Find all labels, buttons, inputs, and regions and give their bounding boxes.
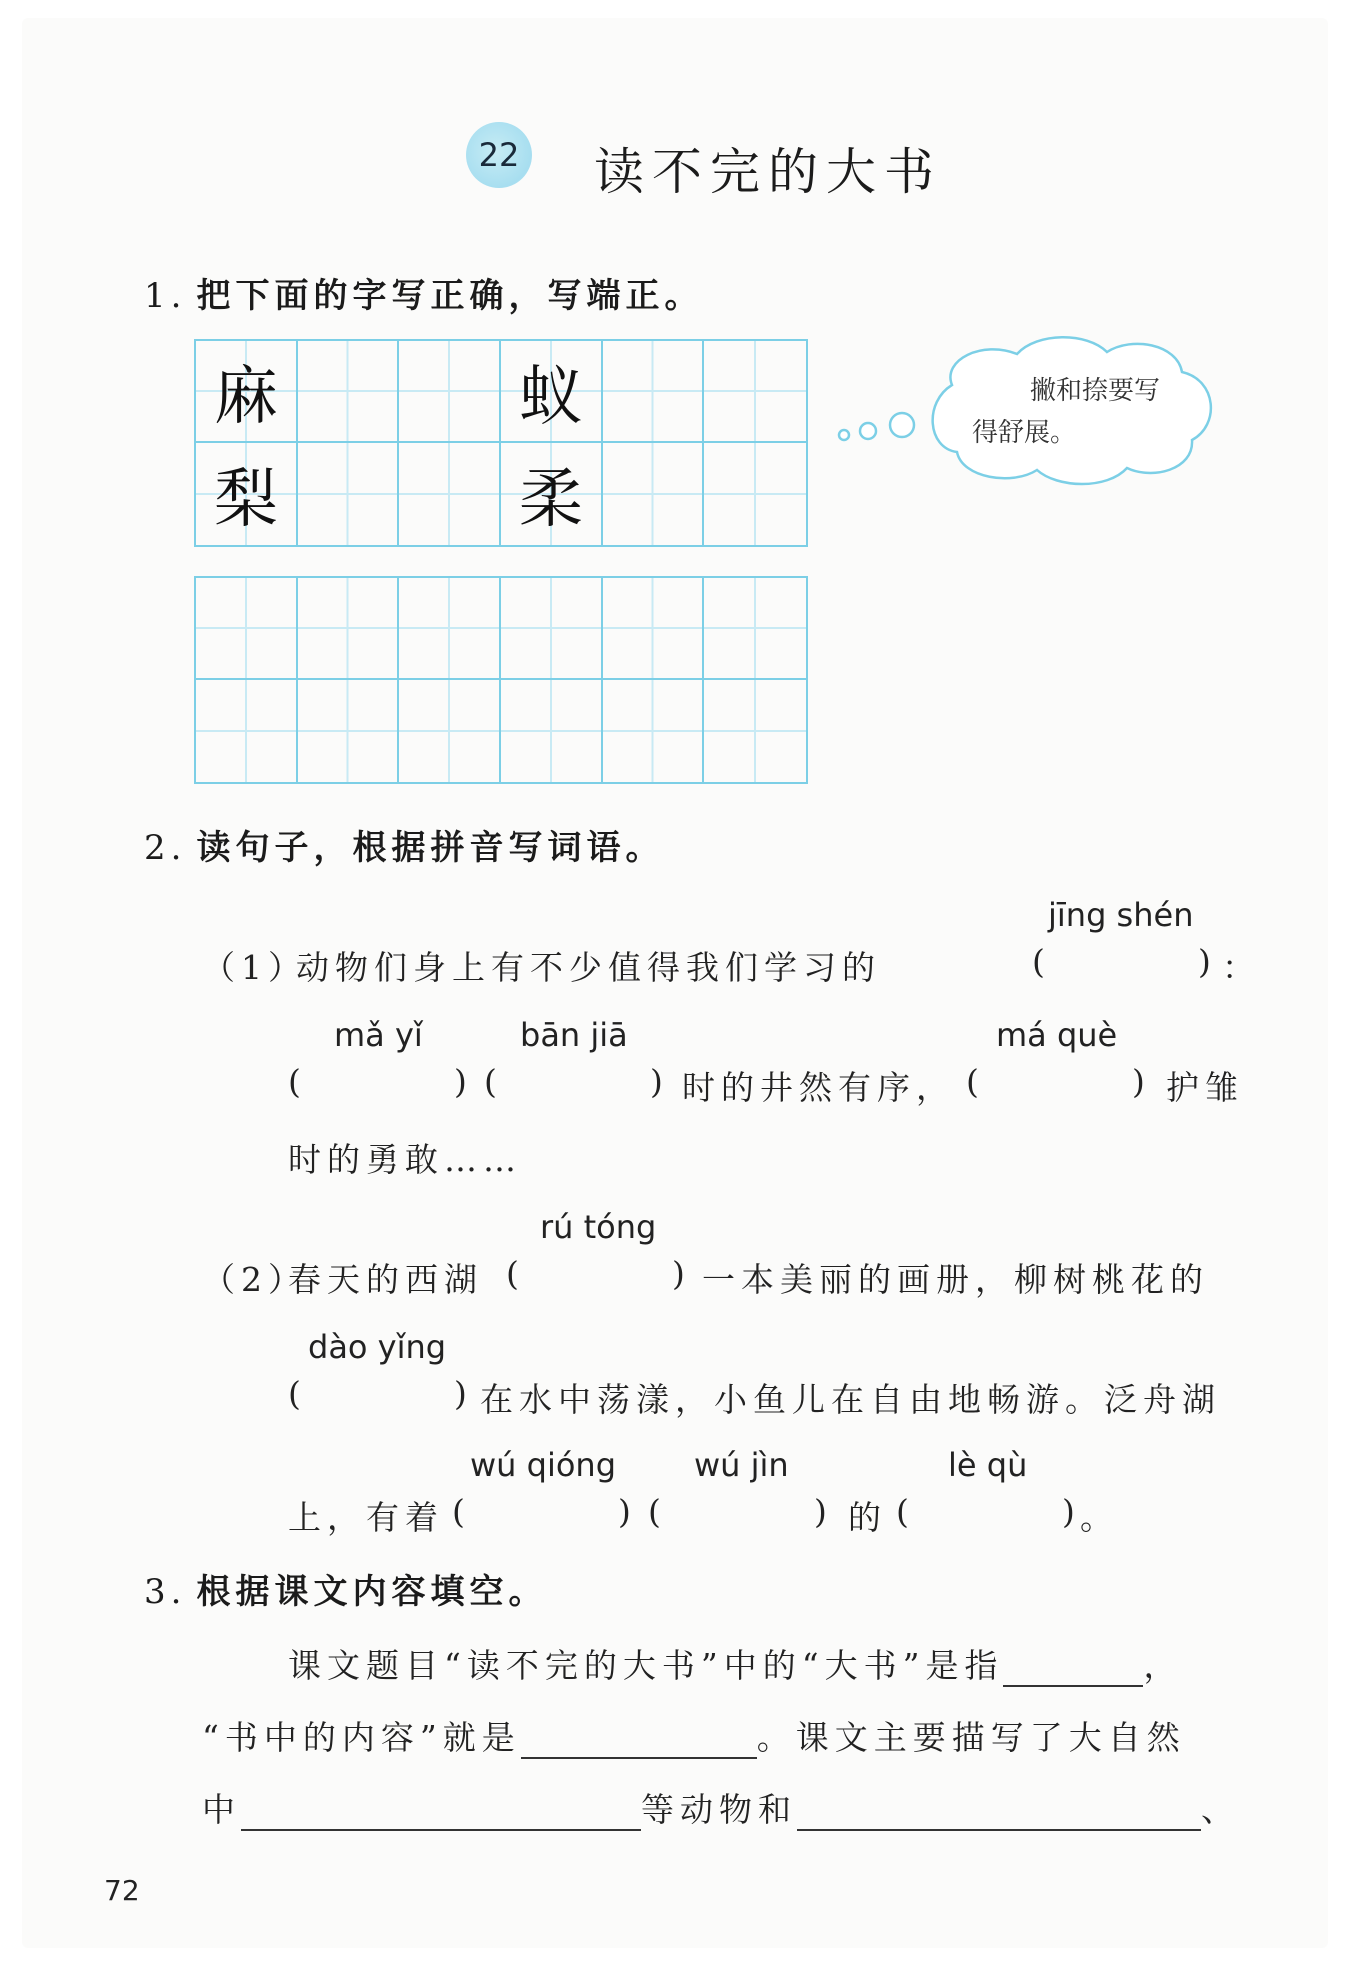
- lesson-number: 22: [478, 136, 520, 174]
- s2-blank-wujin-close: ): [814, 1492, 827, 1531]
- grid-cell[interactable]: [603, 578, 705, 680]
- s2-blank-rutong-close: ): [672, 1254, 685, 1293]
- grid-cell[interactable]: [298, 341, 400, 443]
- pinyin-lequ: lè qù: [948, 1446, 1028, 1484]
- s2-tail: 。: [1080, 1498, 1119, 1537]
- s2-blank-rutong[interactable]: (: [506, 1254, 519, 1293]
- s2-text-a: 春天的西湖: [288, 1260, 483, 1299]
- pinyin-daoying: dào yǐng: [308, 1328, 447, 1366]
- s2-blank-daoying-close: ): [454, 1374, 467, 1413]
- q3-line3: [202, 1784, 1240, 1831]
- grid-cell[interactable]: [399, 680, 501, 782]
- s1-blank-maque-close: ): [1132, 1062, 1145, 1101]
- q2-instruction: 读句子，根据拼音写词语。: [196, 828, 665, 868]
- grid-cell[interactable]: [704, 578, 806, 680]
- q3-blank-4[interactable]: [797, 1791, 1201, 1831]
- grid-cell[interactable]: [501, 680, 603, 782]
- q3-heading: [144, 1564, 547, 1613]
- q3-line3-mid: 等动物和: [641, 1790, 797, 1829]
- s2-label: （2）: [202, 1260, 307, 1299]
- pinyin-maque: má què: [996, 1016, 1118, 1054]
- q3-blank-1[interactable]: [1003, 1647, 1143, 1687]
- writing-grid-top: [194, 339, 808, 547]
- s2-blank-lequ-close: ): [1062, 1492, 1075, 1531]
- q3-blank-3[interactable]: [241, 1791, 641, 1831]
- grid-cell[interactable]: [603, 443, 705, 545]
- s2-text-b: 一本美丽的画册，柳树桃花的: [702, 1260, 1209, 1299]
- s1-blank-mayi[interactable]: (: [288, 1062, 301, 1101]
- q3-line1-tail: ，: [1143, 1646, 1183, 1685]
- s1-blank-mayi-close: ): [454, 1062, 467, 1101]
- q3-number: 3.: [144, 1572, 187, 1612]
- lesson-number-badge: [466, 122, 532, 188]
- pinyin-wuqiong: wú qióng: [470, 1446, 616, 1484]
- s1-text-e: 时的勇敢……: [288, 1140, 522, 1179]
- page-number: 72: [104, 1874, 140, 1907]
- q2-heading: [144, 820, 664, 869]
- s1-text-d: 护雏: [1166, 1068, 1244, 1107]
- s1-text-c: 时的井然有序，: [682, 1068, 955, 1107]
- s2-text-d: 上，有着: [288, 1498, 444, 1537]
- grid-cell: 蚁: [501, 341, 603, 443]
- s1-blank-maque[interactable]: (: [966, 1062, 979, 1101]
- grid-cell: 柔: [501, 443, 603, 545]
- pinyin-rutong: rú tóng: [540, 1208, 657, 1246]
- pinyin-banjia: bān jiā: [520, 1016, 628, 1054]
- s2-blank-wuqiong-close: ): [618, 1492, 631, 1531]
- grid-cell[interactable]: [298, 578, 400, 680]
- grid-cell: 梨: [196, 443, 298, 545]
- grid-cell[interactable]: [704, 680, 806, 782]
- q3-line2-text: “书中的内容”就是: [202, 1718, 521, 1757]
- s1-blank-banjia[interactable]: (: [484, 1062, 497, 1101]
- s2-blank-daoying[interactable]: (: [288, 1374, 301, 1413]
- pinyin-mayi: mǎ yǐ: [334, 1016, 423, 1054]
- q3-line1-text: 课文题目“读不完的大书”中的“大书”是指: [288, 1646, 1004, 1685]
- grid-cell[interactable]: [298, 680, 400, 782]
- grid-cell[interactable]: [704, 443, 806, 545]
- s1-blank-banjia-close: ): [650, 1062, 663, 1101]
- q1-instruction: 把下面的字写正确，写端正。: [196, 276, 704, 316]
- s1-blank-jingshen-close: ): [1198, 942, 1211, 981]
- pinyin-wujin: wú jìn: [694, 1446, 789, 1484]
- writing-grid-bottom: [194, 576, 808, 784]
- lesson-title: 读不完的大书: [594, 143, 942, 201]
- q1-heading: [144, 268, 703, 317]
- q3-blank-2[interactable]: [521, 1719, 757, 1759]
- q3-line2-tail: 。课文主要描写了大自然: [756, 1718, 1186, 1757]
- q3-line1: [288, 1640, 1182, 1687]
- q1-number: 1.: [144, 276, 187, 316]
- grid-cell[interactable]: [196, 680, 298, 782]
- s1-tail-a: ：: [1222, 948, 1261, 987]
- grid-cell[interactable]: [603, 680, 705, 782]
- grid-cell[interactable]: [704, 341, 806, 443]
- grid-cell[interactable]: [501, 578, 603, 680]
- s2-blank-wujin[interactable]: (: [648, 1492, 661, 1531]
- s2-text-c: 在水中荡漾，小鱼儿在自由地畅游。泛舟湖: [480, 1380, 1221, 1419]
- q3-line2: [202, 1712, 1186, 1759]
- q3-line3-tail: 、: [1201, 1790, 1240, 1829]
- grid-cell[interactable]: [603, 341, 705, 443]
- s2-blank-lequ[interactable]: (: [896, 1492, 909, 1531]
- tip-line-2: 得舒展。: [972, 418, 1077, 448]
- grid-cell[interactable]: [399, 443, 501, 545]
- q3-instruction: 根据课文内容填空。: [196, 1572, 548, 1612]
- tip-line-1: 撇和捺要写: [1030, 376, 1161, 406]
- s1-text-a: 动物们身上有不少值得我们学习的: [296, 948, 881, 987]
- grid-cell[interactable]: [399, 578, 501, 680]
- s2-text-e: 的: [848, 1498, 887, 1537]
- grid-cell[interactable]: [196, 578, 298, 680]
- s1-blank-jingshen[interactable]: (: [1032, 942, 1045, 981]
- grid-cell[interactable]: [399, 341, 501, 443]
- q2-number: 2.: [144, 828, 187, 868]
- q3-line3-text: 中: [202, 1790, 241, 1829]
- grid-cell: 麻: [196, 341, 298, 443]
- grid-cell[interactable]: [298, 443, 400, 545]
- s2-blank-wuqiong[interactable]: (: [452, 1492, 465, 1531]
- s1-label: （1）: [202, 948, 307, 987]
- pinyin-jingshen: jīng shén: [1048, 896, 1194, 934]
